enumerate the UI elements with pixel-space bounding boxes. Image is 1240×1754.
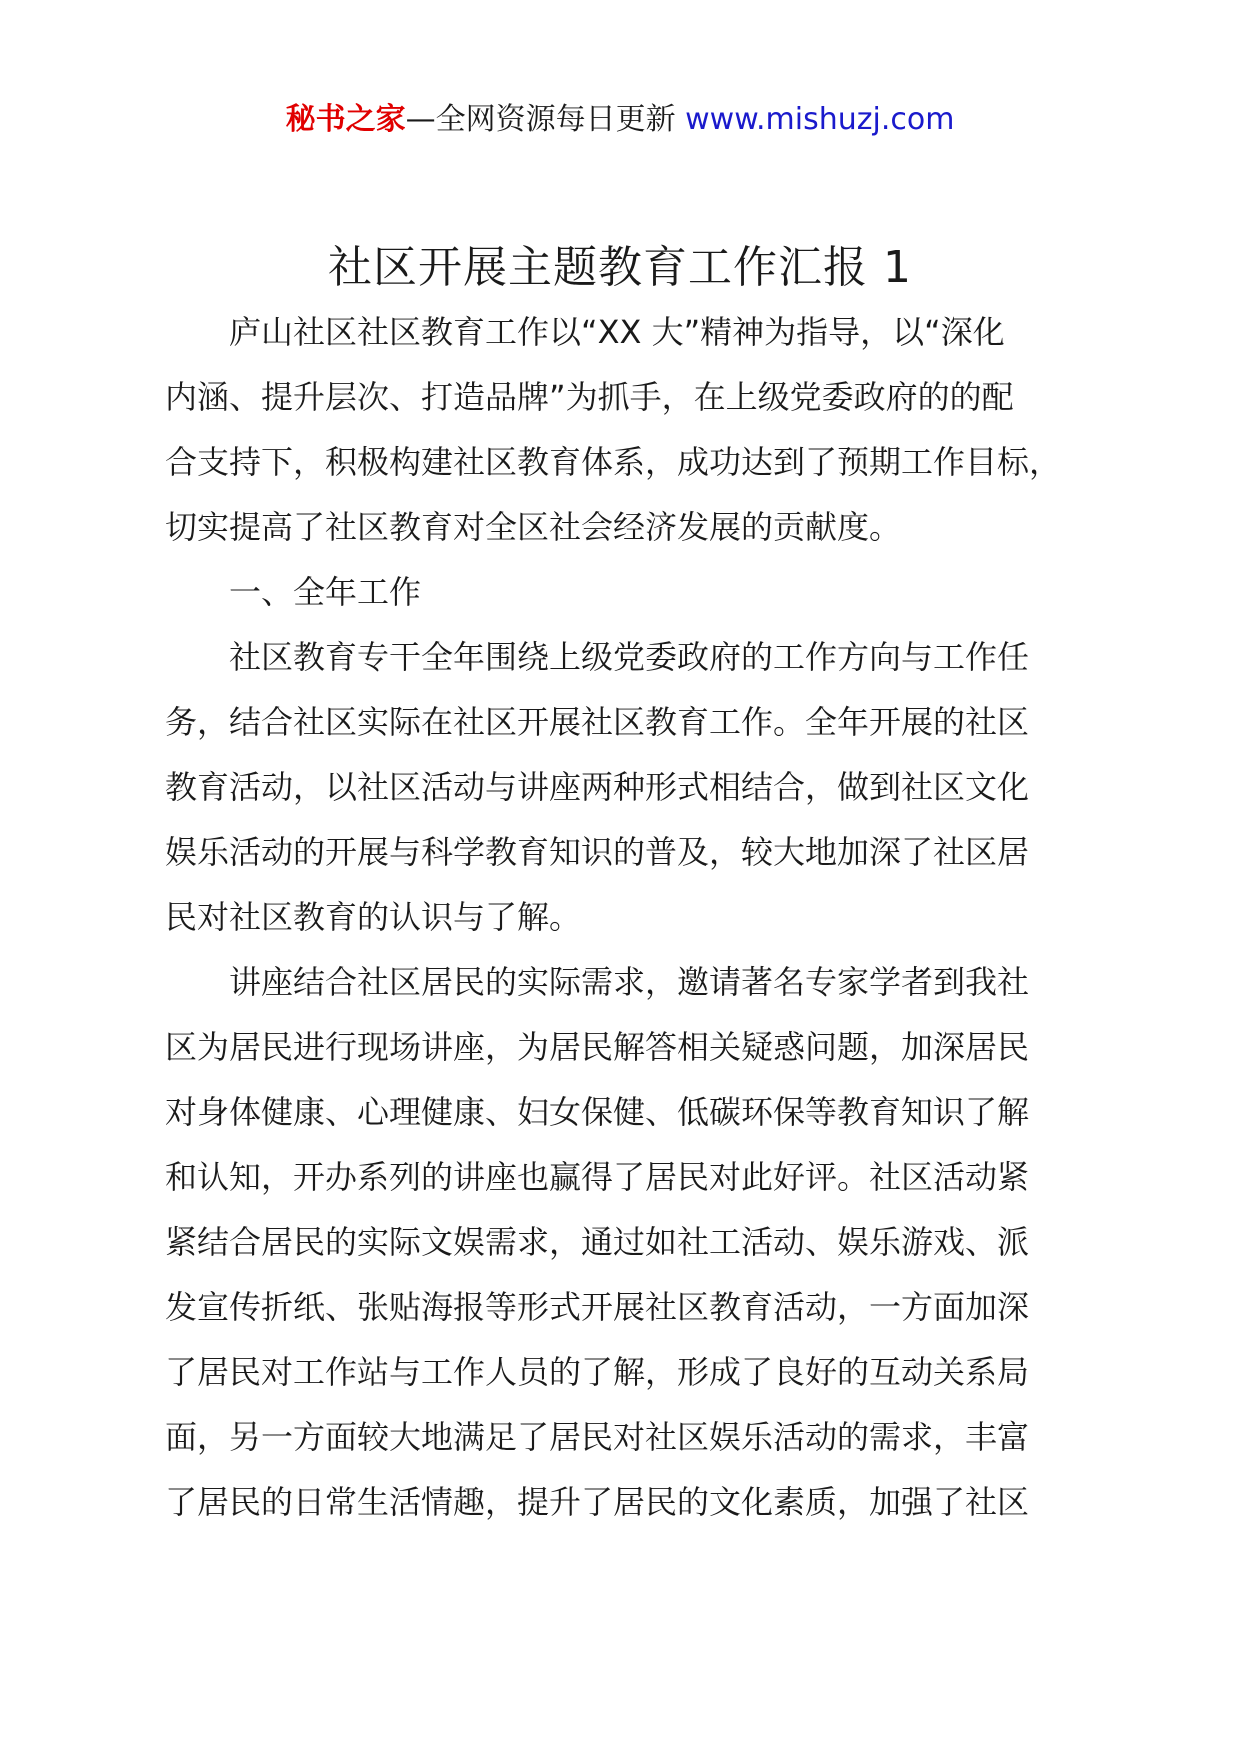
paragraph-line: 社区教育专干全年围绕上级党委政府的工作方向与工作任 xyxy=(229,638,1030,676)
paragraph-line: 庐山社区社区教育工作以“XX 大”精神为指导，以“深化 xyxy=(229,313,1005,351)
paragraph-line: 娱乐活动的开展与科学教育知识的普及，较大地加深了社区居 xyxy=(165,833,1030,871)
paragraph-annual-work xyxy=(165,625,1100,950)
site-tagline: —全网资源每日更新 xyxy=(405,102,686,137)
document-title: 社区开展主题教育工作汇报 1 xyxy=(328,242,912,293)
site-header xyxy=(0,100,1240,140)
paragraph-line: 教育活动，以社区活动与讲座两种形式相结合，做到社区文化 xyxy=(165,768,1030,806)
paragraph-line: 切实提高了社区教育对全区社会经济发展的贡献度。 xyxy=(165,508,902,546)
paragraph-line: 发宣传折纸、张贴海报等形式开展社区教育活动，一方面加深 xyxy=(165,1288,1030,1326)
paragraph-line: 民对社区教育的认识与了解。 xyxy=(165,898,582,936)
document-body xyxy=(165,300,1100,1535)
paragraph-line: 了居民的日常生活情趣，提升了居民的文化素质，加强了社区 xyxy=(165,1483,1030,1521)
paragraph-line: 务，结合社区实际在社区开展社区教育工作。全年开展的社区 xyxy=(165,703,1030,741)
site-url-link[interactable]: www.mishuzj.com xyxy=(685,102,955,137)
paragraph-line: 和认知，开办系列的讲座也赢得了居民对此好评。社区活动紧 xyxy=(165,1158,1030,1196)
paragraph-line: 了居民对工作站与工作人员的了解，形成了良好的互动关系局 xyxy=(165,1353,1030,1391)
paragraph-line: 紧结合居民的实际文娱需求，通过如社工活动、娱乐游戏、派 xyxy=(165,1223,1030,1261)
site-brand: 秘书之家 xyxy=(285,102,406,137)
paragraph-line: 面，另一方面较大地满足了居民对社区娱乐活动的需求，丰富 xyxy=(165,1418,1030,1456)
section-heading xyxy=(165,560,1100,625)
paragraph-line: 讲座结合社区居民的实际需求，邀请著名专家学者到我社 xyxy=(229,963,1030,1001)
paragraph-lectures xyxy=(165,950,1100,1535)
paragraph-line: 区为居民进行现场讲座，为居民解答相关疑惑问题，加深居民 xyxy=(165,1028,1030,1066)
paragraph-line: 内涵、提升层次、打造品牌”为抓手，在上级党委政府的的配 xyxy=(165,378,1014,416)
section-heading-text: 一、全年工作 xyxy=(229,573,422,611)
paragraph-line: 对身体健康、心理健康、妇女保健、低碳环保等教育知识了解 xyxy=(165,1093,1030,1131)
paragraph-line: 合支持下，积极构建社区教育体系，成功达到了预期工作目标， xyxy=(165,443,1062,481)
paragraph-intro xyxy=(165,300,1100,560)
